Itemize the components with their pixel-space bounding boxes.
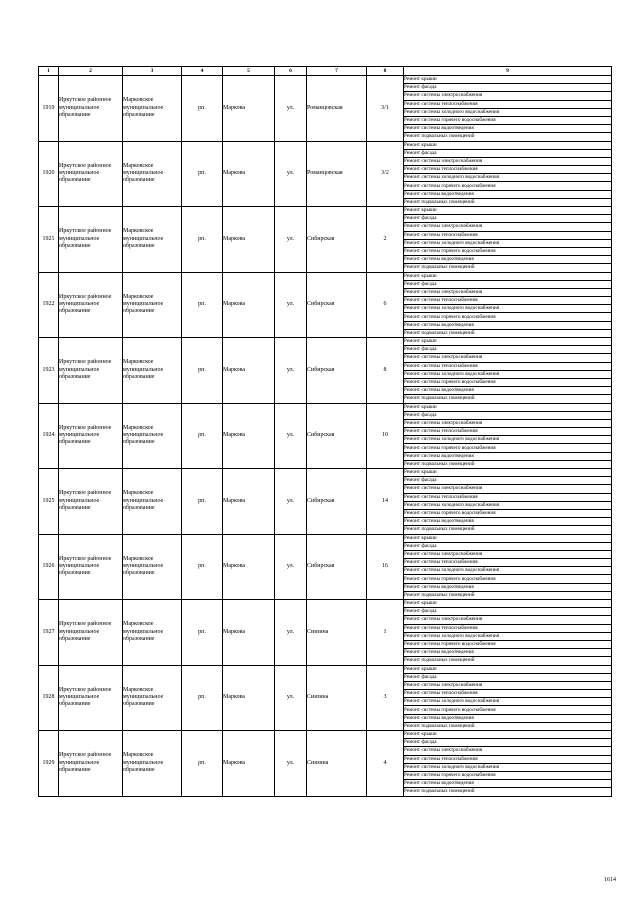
- work-item: Ремонт системы горячего водоснабжения: [404, 509, 612, 517]
- work-item: Ремонт системы водоотведения: [404, 387, 612, 395]
- work-item: Ремонт крыши: [404, 600, 612, 608]
- table-row: [39, 76, 612, 84]
- work-item: Ремонт системы водоотведения: [404, 780, 612, 788]
- street-name: Сибирская: [307, 272, 367, 338]
- work-item: Ремонт системы электроснабжения: [404, 92, 612, 100]
- column-header-1: 1: [39, 67, 59, 76]
- settlement-name: Маркова: [223, 272, 275, 338]
- work-item: Ремонт фасада: [404, 673, 612, 681]
- street-name: Сиязина: [307, 600, 367, 666]
- work-item: Ремонт подвальных помещений: [404, 395, 612, 403]
- record-number: 1920: [39, 141, 59, 207]
- work-item: Ремонт системы водоотведения: [404, 583, 612, 591]
- work-item: Ремонт системы электроснабжения: [404, 157, 612, 165]
- settlement-type: рп.: [182, 76, 223, 142]
- work-item: Ремонт системы теплоснабжения: [404, 362, 612, 370]
- work-item: Ремонт системы холодного водоснабжения: [404, 567, 612, 575]
- work-item: Ремонт крыши: [404, 665, 612, 673]
- municipality-name: Марковское муниципальное образование: [123, 731, 182, 797]
- work-item: Ремонт системы холодного водоснабжения: [404, 698, 612, 706]
- table-row: [39, 600, 612, 608]
- street-name: Сиязина: [307, 665, 367, 731]
- table-row: [39, 272, 612, 280]
- street-type: ул.: [275, 76, 307, 142]
- house-number: 10: [367, 403, 404, 469]
- settlement-name: Маркова: [223, 207, 275, 273]
- column-header-5: 5: [223, 67, 275, 76]
- work-item: Ремонт системы теплоснабжения: [404, 231, 612, 239]
- work-item: Ремонт системы электроснабжения: [404, 485, 612, 493]
- municipality-name: Марковское муниципальное образование: [123, 600, 182, 666]
- settlement-type: рп.: [182, 534, 223, 600]
- table-row: [39, 207, 612, 215]
- work-item: Ремонт системы теплоснабжения: [404, 297, 612, 305]
- record-number: 1922: [39, 272, 59, 338]
- work-item: Ремонт фасада: [404, 739, 612, 747]
- table-row: [39, 141, 612, 149]
- district-name: Иркутское районное муниципальное образование: [59, 76, 123, 142]
- column-header-3: 3: [123, 67, 182, 76]
- settlement-name: Маркова: [223, 338, 275, 404]
- house-number: 3/1: [367, 76, 404, 142]
- district-name: Иркутское районное муниципальное образование: [59, 141, 123, 207]
- work-item: Ремонт подвальных помещений: [404, 133, 612, 141]
- work-item: Ремонт крыши: [404, 534, 612, 542]
- work-item: Ремонт системы водоотведения: [404, 714, 612, 722]
- street-type: ул.: [275, 207, 307, 273]
- work-item: Ремонт системы водоотведения: [404, 518, 612, 526]
- house-number: 16: [367, 534, 404, 600]
- district-name: Иркутское районное муниципальное образование: [59, 272, 123, 338]
- work-item: Ремонт крыши: [404, 141, 612, 149]
- street-type: ул.: [275, 272, 307, 338]
- municipality-name: Марковское муниципальное образование: [123, 338, 182, 404]
- column-header-2: 2: [59, 67, 123, 76]
- record-number: 1925: [39, 469, 59, 535]
- district-name: Иркутское районное муниципальное образование: [59, 469, 123, 535]
- column-header-4: 4: [182, 67, 223, 76]
- work-item: Ремонт системы теплоснабжения: [404, 493, 612, 501]
- work-item: Ремонт системы электроснабжения: [404, 747, 612, 755]
- street-type: ул.: [275, 403, 307, 469]
- street-name: Сибирская: [307, 207, 367, 273]
- district-name: Иркутское районное муниципальное образование: [59, 665, 123, 731]
- work-item: Ремонт крыши: [404, 338, 612, 346]
- work-item: Ремонт системы теплоснабжения: [404, 690, 612, 698]
- work-item: Ремонт системы горячего водоснабжения: [404, 247, 612, 255]
- settlement-type: рп.: [182, 141, 223, 207]
- work-item: Ремонт подвальных помещений: [404, 264, 612, 272]
- column-number-row: [39, 67, 612, 76]
- work-item: Ремонт системы водоотведения: [404, 125, 612, 133]
- street-name: Сибирская: [307, 534, 367, 600]
- table-row: [39, 731, 612, 739]
- house-number: 14: [367, 469, 404, 535]
- settlement-type: рп.: [182, 731, 223, 797]
- column-header-8: 8: [367, 67, 404, 76]
- settlement-name: Маркова: [223, 534, 275, 600]
- work-item: Ремонт подвальных помещений: [404, 591, 612, 599]
- work-item: Ремонт системы холодного водоснабжения: [404, 763, 612, 771]
- work-item: Ремонт системы горячего водоснабжения: [404, 313, 612, 321]
- house-number: 8: [367, 338, 404, 404]
- street-type: ул.: [275, 534, 307, 600]
- register-table: [38, 66, 612, 797]
- settlement-name: Маркова: [223, 731, 275, 797]
- work-item: Ремонт крыши: [404, 207, 612, 215]
- street-name: Сибирская: [307, 338, 367, 404]
- house-number: 4: [367, 731, 404, 797]
- table-row: [39, 338, 612, 346]
- record-number: 1926: [39, 534, 59, 600]
- work-item: Ремонт системы горячего водоснабжения: [404, 640, 612, 648]
- street-type: ул.: [275, 731, 307, 797]
- work-item: Ремонт системы горячего водоснабжения: [404, 116, 612, 124]
- work-item: Ремонт системы теплоснабжения: [404, 755, 612, 763]
- settlement-name: Маркова: [223, 141, 275, 207]
- settlement-name: Маркова: [223, 469, 275, 535]
- work-item: Ремонт системы водоотведения: [404, 256, 612, 264]
- district-name: Иркутское районное муниципальное образование: [59, 403, 123, 469]
- work-item: Ремонт системы горячего водоснабжения: [404, 444, 612, 452]
- work-item: Ремонт системы электроснабжения: [404, 419, 612, 427]
- settlement-name: Маркова: [223, 600, 275, 666]
- street-name: Сибирская: [307, 469, 367, 535]
- work-item: Ремонт подвальных помещений: [404, 460, 612, 468]
- district-name: Иркутское районное муниципальное образование: [59, 600, 123, 666]
- house-number: 3/2: [367, 141, 404, 207]
- work-item: Ремонт системы теплоснабжения: [404, 428, 612, 436]
- work-item: Ремонт системы электроснабжения: [404, 550, 612, 558]
- record-number: 1919: [39, 76, 59, 142]
- work-item: Ремонт крыши: [404, 76, 612, 84]
- work-item: Ремонт крыши: [404, 403, 612, 411]
- work-item: Ремонт системы водоотведения: [404, 190, 612, 198]
- work-item: Ремонт системы горячего водоснабжения: [404, 378, 612, 386]
- district-name: Иркутское районное муниципальное образование: [59, 207, 123, 273]
- work-item: Ремонт фасада: [404, 149, 612, 157]
- record-number: 1921: [39, 207, 59, 273]
- work-item: Ремонт крыши: [404, 469, 612, 477]
- settlement-type: рп.: [182, 207, 223, 273]
- work-item: Ремонт подвальных помещений: [404, 526, 612, 534]
- work-item: Ремонт фасада: [404, 542, 612, 550]
- record-number: 1929: [39, 731, 59, 797]
- municipality-name: Марковское муниципальное образование: [123, 403, 182, 469]
- house-number: 2: [367, 207, 404, 273]
- work-item: Ремонт системы водоотведения: [404, 452, 612, 460]
- work-item: Ремонт системы теплоснабжения: [404, 624, 612, 632]
- work-item: Ремонт системы теплоснабжения: [404, 166, 612, 174]
- house-number: 6: [367, 272, 404, 338]
- municipality-name: Марковское муниципальное образование: [123, 207, 182, 273]
- work-item: Ремонт фасада: [404, 280, 612, 288]
- street-type: ул.: [275, 469, 307, 535]
- table-row: [39, 534, 612, 542]
- work-item: Ремонт системы горячего водоснабжения: [404, 182, 612, 190]
- column-header-7: 7: [307, 67, 367, 76]
- work-item: Ремонт системы электроснабжения: [404, 288, 612, 296]
- settlement-name: Маркова: [223, 76, 275, 142]
- work-item: Ремонт системы горячего водоснабжения: [404, 575, 612, 583]
- work-item: Ремонт подвальных помещений: [404, 722, 612, 730]
- work-item: Ремонт системы холодного водоснабжения: [404, 501, 612, 509]
- work-item: Ремонт системы холодного водоснабжения: [404, 436, 612, 444]
- work-item: Ремонт системы холодного водоснабжения: [404, 239, 612, 247]
- municipality-name: Марковское муниципальное образование: [123, 665, 182, 731]
- work-item: Ремонт системы холодного водоснабжения: [404, 305, 612, 313]
- work-item: Ремонт системы электроснабжения: [404, 681, 612, 689]
- house-number: 1: [367, 600, 404, 666]
- street-name: Романцовская: [307, 141, 367, 207]
- record-number: 1927: [39, 600, 59, 666]
- work-item: Ремонт подвальных помещений: [404, 198, 612, 206]
- record-number: 1924: [39, 403, 59, 469]
- municipality-name: Марковское муниципальное образование: [123, 76, 182, 142]
- street-type: ул.: [275, 600, 307, 666]
- record-number: 1928: [39, 665, 59, 731]
- settlement-type: рп.: [182, 403, 223, 469]
- register-body: [39, 76, 612, 797]
- street-type: ул.: [275, 338, 307, 404]
- work-item: Ремонт крыши: [404, 272, 612, 280]
- work-item: Ремонт фасада: [404, 84, 612, 92]
- settlement-type: рп.: [182, 469, 223, 535]
- district-name: Иркутское районное муниципальное образование: [59, 338, 123, 404]
- work-item: Ремонт системы электроснабжения: [404, 354, 612, 362]
- work-item: Ремонт системы водоотведения: [404, 649, 612, 657]
- work-item: Ремонт системы холодного водоснабжения: [404, 108, 612, 116]
- work-item: Ремонт фасада: [404, 346, 612, 354]
- work-item: Ремонт фасада: [404, 411, 612, 419]
- work-item: Ремонт системы электроснабжения: [404, 223, 612, 231]
- work-item: Ремонт системы электроснабжения: [404, 616, 612, 624]
- street-type: ул.: [275, 141, 307, 207]
- street-name: Романцовская: [307, 76, 367, 142]
- settlement-name: Маркова: [223, 403, 275, 469]
- municipality-name: Марковское муниципальное образование: [123, 141, 182, 207]
- street-type: ул.: [275, 665, 307, 731]
- work-item: Ремонт подвальных помещений: [404, 788, 612, 796]
- work-item: Ремонт крыши: [404, 731, 612, 739]
- municipality-name: Марковское муниципальное образование: [123, 272, 182, 338]
- settlement-type: рп.: [182, 600, 223, 666]
- work-item: Ремонт системы горячего водоснабжения: [404, 706, 612, 714]
- table-row: [39, 469, 612, 477]
- work-item: Ремонт системы водоотведения: [404, 321, 612, 329]
- settlement-type: рп.: [182, 272, 223, 338]
- page-number: 1614: [604, 877, 616, 883]
- district-name: Иркутское районное муниципальное образование: [59, 534, 123, 600]
- work-item: Ремонт системы холодного водоснабжения: [404, 174, 612, 182]
- record-number: 1923: [39, 338, 59, 404]
- table-row: [39, 403, 612, 411]
- municipality-name: Марковское муниципальное образование: [123, 534, 182, 600]
- work-item: Ремонт системы теплоснабжения: [404, 559, 612, 567]
- column-header-9: 9: [404, 67, 612, 76]
- work-item: Ремонт системы холодного водоснабжения: [404, 632, 612, 640]
- work-item: Ремонт фасада: [404, 608, 612, 616]
- district-name: Иркутское районное муниципальное образование: [59, 731, 123, 797]
- work-item: Ремонт подвальных помещений: [404, 657, 612, 665]
- column-header-6: 6: [275, 67, 307, 76]
- settlement-type: рп.: [182, 665, 223, 731]
- municipality-name: Марковское муниципальное образование: [123, 469, 182, 535]
- work-item: Ремонт подвальных помещений: [404, 329, 612, 337]
- work-item: Ремонт фасада: [404, 477, 612, 485]
- work-item: Ремонт фасада: [404, 215, 612, 223]
- work-item: Ремонт системы холодного водоснабжения: [404, 370, 612, 378]
- table-row: [39, 665, 612, 673]
- house-number: 3: [367, 665, 404, 731]
- work-item: Ремонт системы теплоснабжения: [404, 100, 612, 108]
- settlement-type: рп.: [182, 338, 223, 404]
- street-name: Сиязина: [307, 731, 367, 797]
- street-name: Сибирская: [307, 403, 367, 469]
- settlement-name: Маркова: [223, 665, 275, 731]
- work-item: Ремонт системы горячего водоснабжения: [404, 771, 612, 779]
